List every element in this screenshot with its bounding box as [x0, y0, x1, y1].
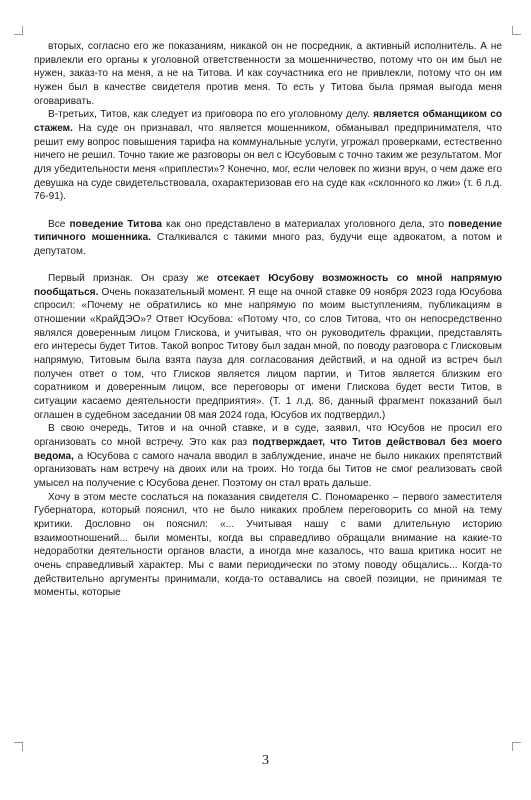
page-number: 3: [262, 753, 269, 768]
paragraph-text: Сталкивался с такими много раз, будучи еще адвокатом, а потом и депутатом.: [34, 232, 502, 257]
bold-text: поведение типичного мошенника.: [34, 218, 502, 244]
paragraph-text: как оно представлено в материалах уголовного дела, это: [162, 218, 449, 230]
crop-mark-top-right: [512, 26, 521, 35]
document-body: [34, 40, 502, 600]
bold-text: является обманщиком со стажем.: [34, 109, 502, 134]
paragraph-text: Очень показательный момент. Я еще на очной ставке 09 ноября 2023 года Юсубова спросил: «Почему не обратились ко мне напрямую по моим выступлениям, публикациям в отношении «КрайДЭО»? Ответ Юсубова: «Потому что, со слов Титова, что он непосредственно являлся доверенным лицом Глискова, и учитывая, что он руководитель фракции, представлять его интересы будет Титов. Такой вопрос Титову был задан мной, по поводу разговора с Глисковым напрямую, Титовым была взята пауза для согласования действий, и на одной из встреч был получен ответ о том, что Глисков является лицом партии, и Титов является близким его соратником и доверенным лицом, все переговоры от имени Глискова будет вести Титов, в ситуации касаемо деятельности предприятия». (Т. 1 л.д. 86, данный фрагмент показаний был оглашен в судебном заседании 08 мая 2024 года, Юсубов их подтвердил.): [34, 286, 502, 421]
bold-text: отсекает Юсубову возможность со мной напрямую пообщаться.: [34, 273, 502, 298]
paragraph-4: [34, 272, 502, 422]
bold-text: поведение Титова: [69, 218, 163, 230]
crop-mark-top-left: [14, 26, 23, 35]
crop-mark-bottom-left: [14, 742, 23, 751]
paragraph-text: На суде он признавал, что является мошенником, обманывал предпринимателя, что решит ему вопрос повышения тарифа на коммунальные услуги, угрожал проверками, естественно ничего не решил. Точно такие же разговоры он вел с Юсубовым с точно таким же результатом. Мог для убедительности меня «приплести»? Конечно, мог, если человек по жизни врун, о чем даже его девушка на суде свидетельствовала, охарактеризовав его на суде как «склонного ко лжи» (т. 6 л.д. 76-91).: [34, 122, 502, 203]
paragraph-text: а Юсубова с самого начала вводил в заблуждение, иначе не было никаких препятствий организовать нам встречу на двоих или на троих. Но тогда бы Титов не смог реализовать свой умысел на получение с Юсубова денег. Поэтому он стал врать дальше.: [34, 450, 502, 489]
paragraph-6: [34, 491, 502, 600]
paragraph-3: [34, 218, 502, 259]
paragraph-text: В-третьих, Титов, как следует из приговора по его уголовному делу.: [48, 109, 374, 121]
paragraph-1: [34, 40, 502, 108]
paragraph-text: В свою очередь, Титов и на очной ставке, и в суде, заявил, что Юсубов не просил его организовать со мной встречу. Это как раз: [34, 423, 502, 448]
paragraph-text: Хочу в этом месте сослаться на показания свидетеля С. Пономаренко – первого заместителя Губернатора, который пояснил, что не было никаких проблем переговорить со мной на тему критики. Дословно он пояснил: «... Учитывая нашу с вами длительную историю взаимоотношений... были моменты, когда вы справедливо обращали внимание на какие-то недоработки деятельности органов власти, а иногда мне казалось, что ваша критика носит не очень справедливый характер. Мы с вами периодически по этому поводу общались... Когда-то действительно аргументы принимали, когда-то оставались на своей позиции, не принимая те моменты, которые: [34, 491, 502, 599]
paragraph-text: вторых, согласно его же показаниям, никакой он не посредник, а активный исполнитель. А не привлекли его органы к уголовной ответственности за мошенничество, потому что он им был не нужен, заказ-то на меня, а не на Титова. И как соучастника его не привлекли, потому что он им нужен был в качестве свидетеля против меня. То есть у Титова была прямая выгода меня оговаривать.: [34, 41, 502, 107]
paragraph-5: [34, 422, 502, 490]
paragraph-text: Все: [48, 218, 70, 230]
bold-text: подтверждает, что Титов действовал без моего ведома,: [34, 437, 502, 462]
paragraph-2: [34, 108, 502, 204]
paragraph-text: Первый признак. Он сразу же: [48, 273, 218, 285]
crop-mark-bottom-right: [512, 742, 521, 751]
